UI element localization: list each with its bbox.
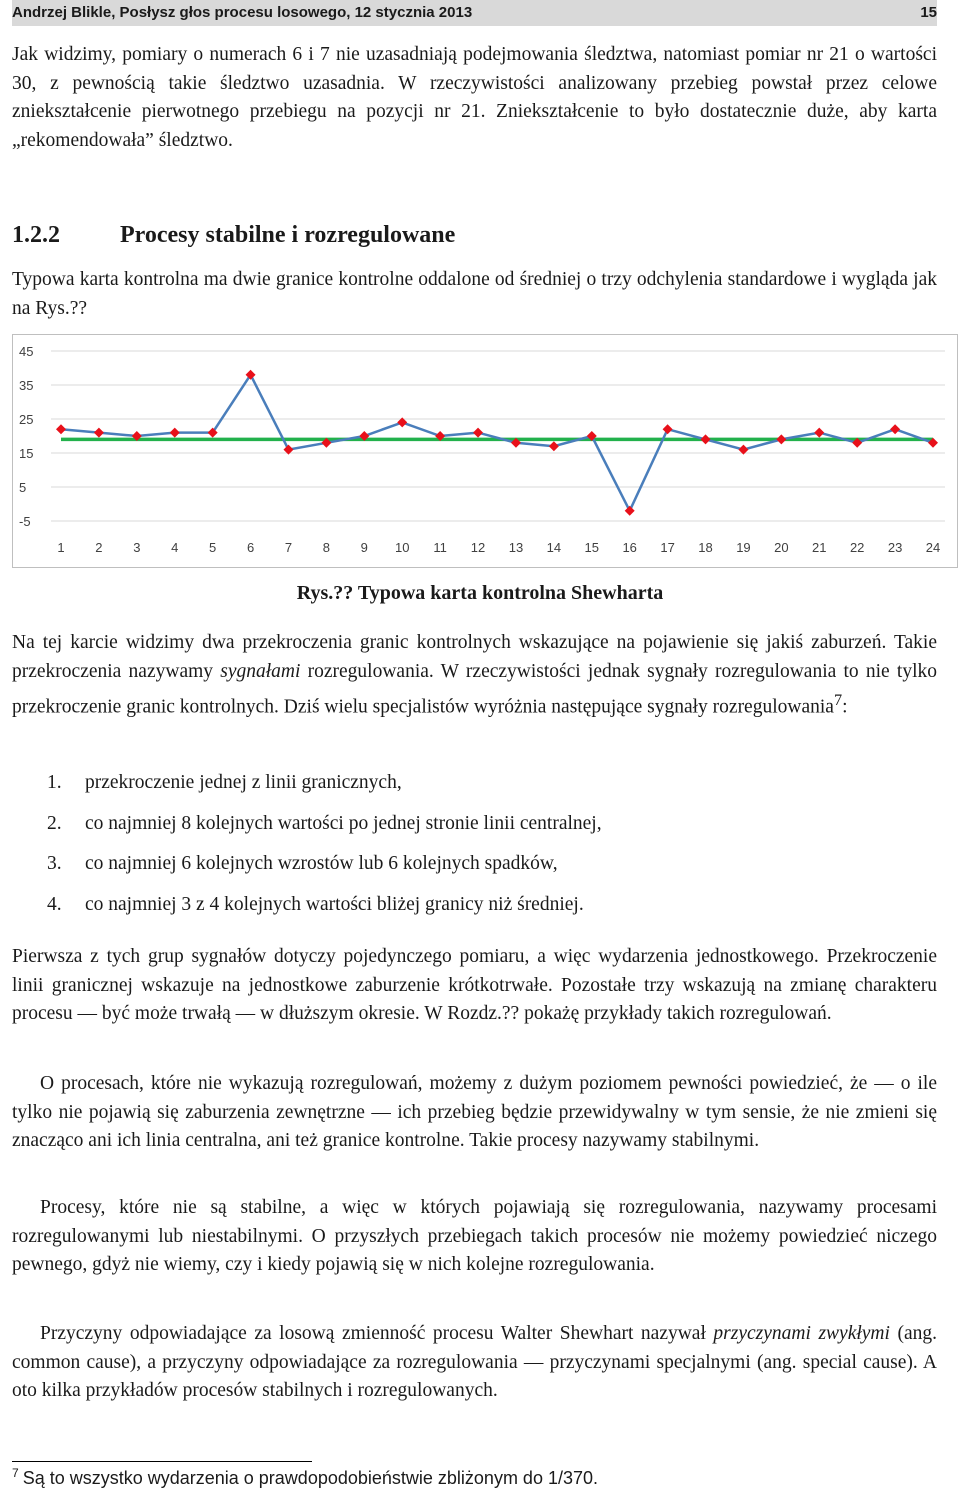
x-tick-label: 21 — [812, 540, 827, 555]
list-item — [47, 894, 584, 916]
footnote-mark: 7 — [12, 1466, 19, 1480]
x-tick-label: 9 — [360, 540, 368, 555]
text-run: : — [842, 696, 848, 718]
footnote-text: Są to wszystko wydarzenia o prawdopodobieństwie zbliżonym do 1/370. — [22, 1468, 599, 1488]
x-tick-label: 8 — [322, 540, 331, 555]
list-text: co najmniej 3 z 4 kolejnych wartości bliżej granicy niż średniej. — [85, 894, 584, 915]
data-point — [701, 434, 711, 444]
list-number: 1. — [47, 772, 62, 793]
paragraph-first-group — [12, 943, 937, 1029]
x-tick-label: 10 — [394, 540, 410, 555]
y-tick-label: -5 — [19, 514, 31, 529]
data-point — [473, 428, 483, 438]
data-point — [776, 434, 786, 444]
paragraph-intro — [12, 41, 937, 155]
x-tick-label: 4 — [171, 540, 179, 555]
data-point — [94, 428, 104, 438]
list-number: 2. — [47, 813, 62, 834]
control-chart — [12, 334, 958, 568]
x-tick-label: 11 — [433, 540, 447, 555]
y-tick-label: 15 — [19, 446, 34, 461]
paragraph-text: O procesach, które nie wykazują rozregulowań, możemy z dużym poziomem pewności powiedzieć, że — o ile tylko nie pojawią się zaburzenia zewnętrzne — ich przebieg będzie przewidywalny w tym sensie, że nie zmieni się znacząco ani ich linia centralna, ani też granice kontrolne. Takie procesy nazywamy stabilnymi. — [12, 1073, 937, 1151]
paragraph-unstable — [12, 1194, 937, 1280]
data-point — [890, 424, 900, 434]
data-point — [170, 428, 180, 438]
y-tick-label: 45 — [19, 344, 34, 359]
x-tick-label: 18 — [698, 540, 713, 555]
section-title: Procesy stabilne i rozregulowane — [120, 222, 456, 248]
list-text: co najmniej 8 kolejnych wartości po jednej stronie linii centralnej, — [85, 813, 602, 834]
list-number: 3. — [47, 853, 62, 874]
data-point — [814, 428, 824, 438]
paragraph-text — [12, 629, 937, 722]
footnote-ref: 7 — [833, 691, 843, 709]
y-tick-label: 25 — [19, 412, 34, 427]
paragraph-stable — [12, 1070, 937, 1156]
page-header — [12, 0, 937, 26]
paragraph-text: Pierwsza z tych grup sygnałów dotyczy pojedynczego pomiaru, a więc wydarzenia jednostkowego. Przekroczenie linii granicznej wskazuje na jednostkowe zaburzenie krótkotrwałe. Pozostałe trzy wskazują na zmianę charakteru procesu — być może trwałą — w dłuższym okresie. W Rozdz.?? pokażę przykłady takich rozregulowań. — [12, 946, 937, 1024]
x-tick-label: 1 — [57, 540, 65, 555]
x-tick-label: 2 — [95, 540, 103, 555]
x-tick-label: 7 — [284, 540, 293, 555]
footnote — [12, 1468, 598, 1489]
x-tick-label: 16 — [622, 540, 637, 555]
header-title: Andrzej Blikle, Posłysz głos procesu losowego, 12 stycznia 2013 — [12, 4, 473, 21]
text-run: Przyczyny odpowiadające za losową zmienność procesu Walter Shewhart nazywał — [40, 1323, 714, 1344]
paragraph-text — [12, 1320, 937, 1406]
paragraph-text: Typowa karta kontrolna ma dwie granice kontrolne oddalone od średniej o trzy odchylenia standardowe i wygląda jak na Rys.?? — [12, 269, 937, 319]
list-item — [47, 772, 402, 794]
emphasis: przyczynami zwykłymi — [713, 1323, 890, 1344]
x-tick-label: 22 — [849, 540, 865, 555]
x-tick-label: 17 — [660, 540, 675, 555]
data-point — [625, 506, 635, 516]
text-run: rozregulowania. W rzeczywistości jednak sygnały rozregulowania to nie tylko przekroczenie granic kontrolnych. Dziś wielu specjalistów wyróżnia następujące sygnały rozregulowania — [12, 660, 938, 718]
list-number: 4. — [47, 894, 62, 915]
x-tick-label: 24 — [925, 540, 941, 555]
paragraph-text: Jak widzimy, pomiary o numerach 6 i 7 nie uzasadniają podejmowania śledztwa, natomiast pomiar nr 21 o wartości 30, z pewnością takie śledztwo uzasadnia. W rzeczywistości analizowany przebieg powstał przez celowe zniekształcenie pierwotnego przebiegu na pozycji nr 21. Zniekształcenie to było dostatecznie duże, aby karta „rekomendowała” śledztwo. — [12, 44, 937, 151]
x-tick-label: 3 — [133, 540, 141, 555]
y-tick-label: 5 — [19, 480, 27, 495]
section-heading — [12, 222, 455, 249]
text-run: Na tej karcie widzimy dwa przekroczenia granic kontrolnych wskazujące na pojawienie się jakiś zaburzeń. Takie przekroczenia nazywamy — [12, 632, 937, 682]
x-tick-label: 5 — [209, 540, 217, 555]
figure-caption: Rys.?? Typowa karta kontrolna Shewharta — [296, 582, 664, 604]
list-item — [47, 813, 602, 835]
series-line — [61, 375, 933, 511]
data-point — [663, 424, 673, 434]
data-point — [56, 424, 66, 434]
paragraph-control-chart — [12, 266, 937, 323]
page-number: 15 — [920, 4, 937, 21]
x-tick-label: 20 — [774, 540, 789, 555]
list-item — [47, 853, 558, 875]
x-tick-label: 12 — [470, 540, 486, 555]
paragraph-text: Procesy, które nie są stabilne, a więc w których pojawiają się rozregulowania, nazywamy procesami rozregulowanymi lub niestabilnymi. O przyszłych przebiegach takich procesów nie możemy powiedzieć niczego pewnego, gdyż nie wiemy, czy i kiedy pojawią się w nich kolejne rozregulowania. — [12, 1197, 937, 1275]
x-tick-label: 23 — [887, 540, 903, 555]
emphasis: sygnałami — [220, 660, 301, 682]
x-tick-label: 13 — [508, 540, 524, 555]
x-tick-label: 19 — [736, 540, 751, 555]
x-tick-label: 6 — [246, 540, 255, 555]
footnote-separator — [12, 1461, 312, 1462]
list-text: przekroczenie jednej z linii granicznych, — [85, 772, 402, 793]
list-text: co najmniej 6 kolejnych wzrostów lub 6 kolejnych spadków, — [85, 853, 558, 874]
x-tick-label: 14 — [546, 540, 562, 555]
data-point — [549, 441, 559, 451]
x-tick-label: 15 — [584, 540, 600, 555]
paragraph-signals — [12, 629, 937, 722]
y-tick-label: 35 — [19, 378, 34, 393]
section-number: 1.2.2 — [12, 222, 60, 248]
paragraph-causes — [12, 1320, 937, 1406]
control-chart-svg — [13, 335, 957, 567]
text-run: (ang. common cause), a przyczyny odpowiadające za rozregulowania — przyczynami specjalnymi (ang. special cause). A oto kilka przykładów procesów stabilnych i rozregulowanych. — [12, 1323, 937, 1401]
